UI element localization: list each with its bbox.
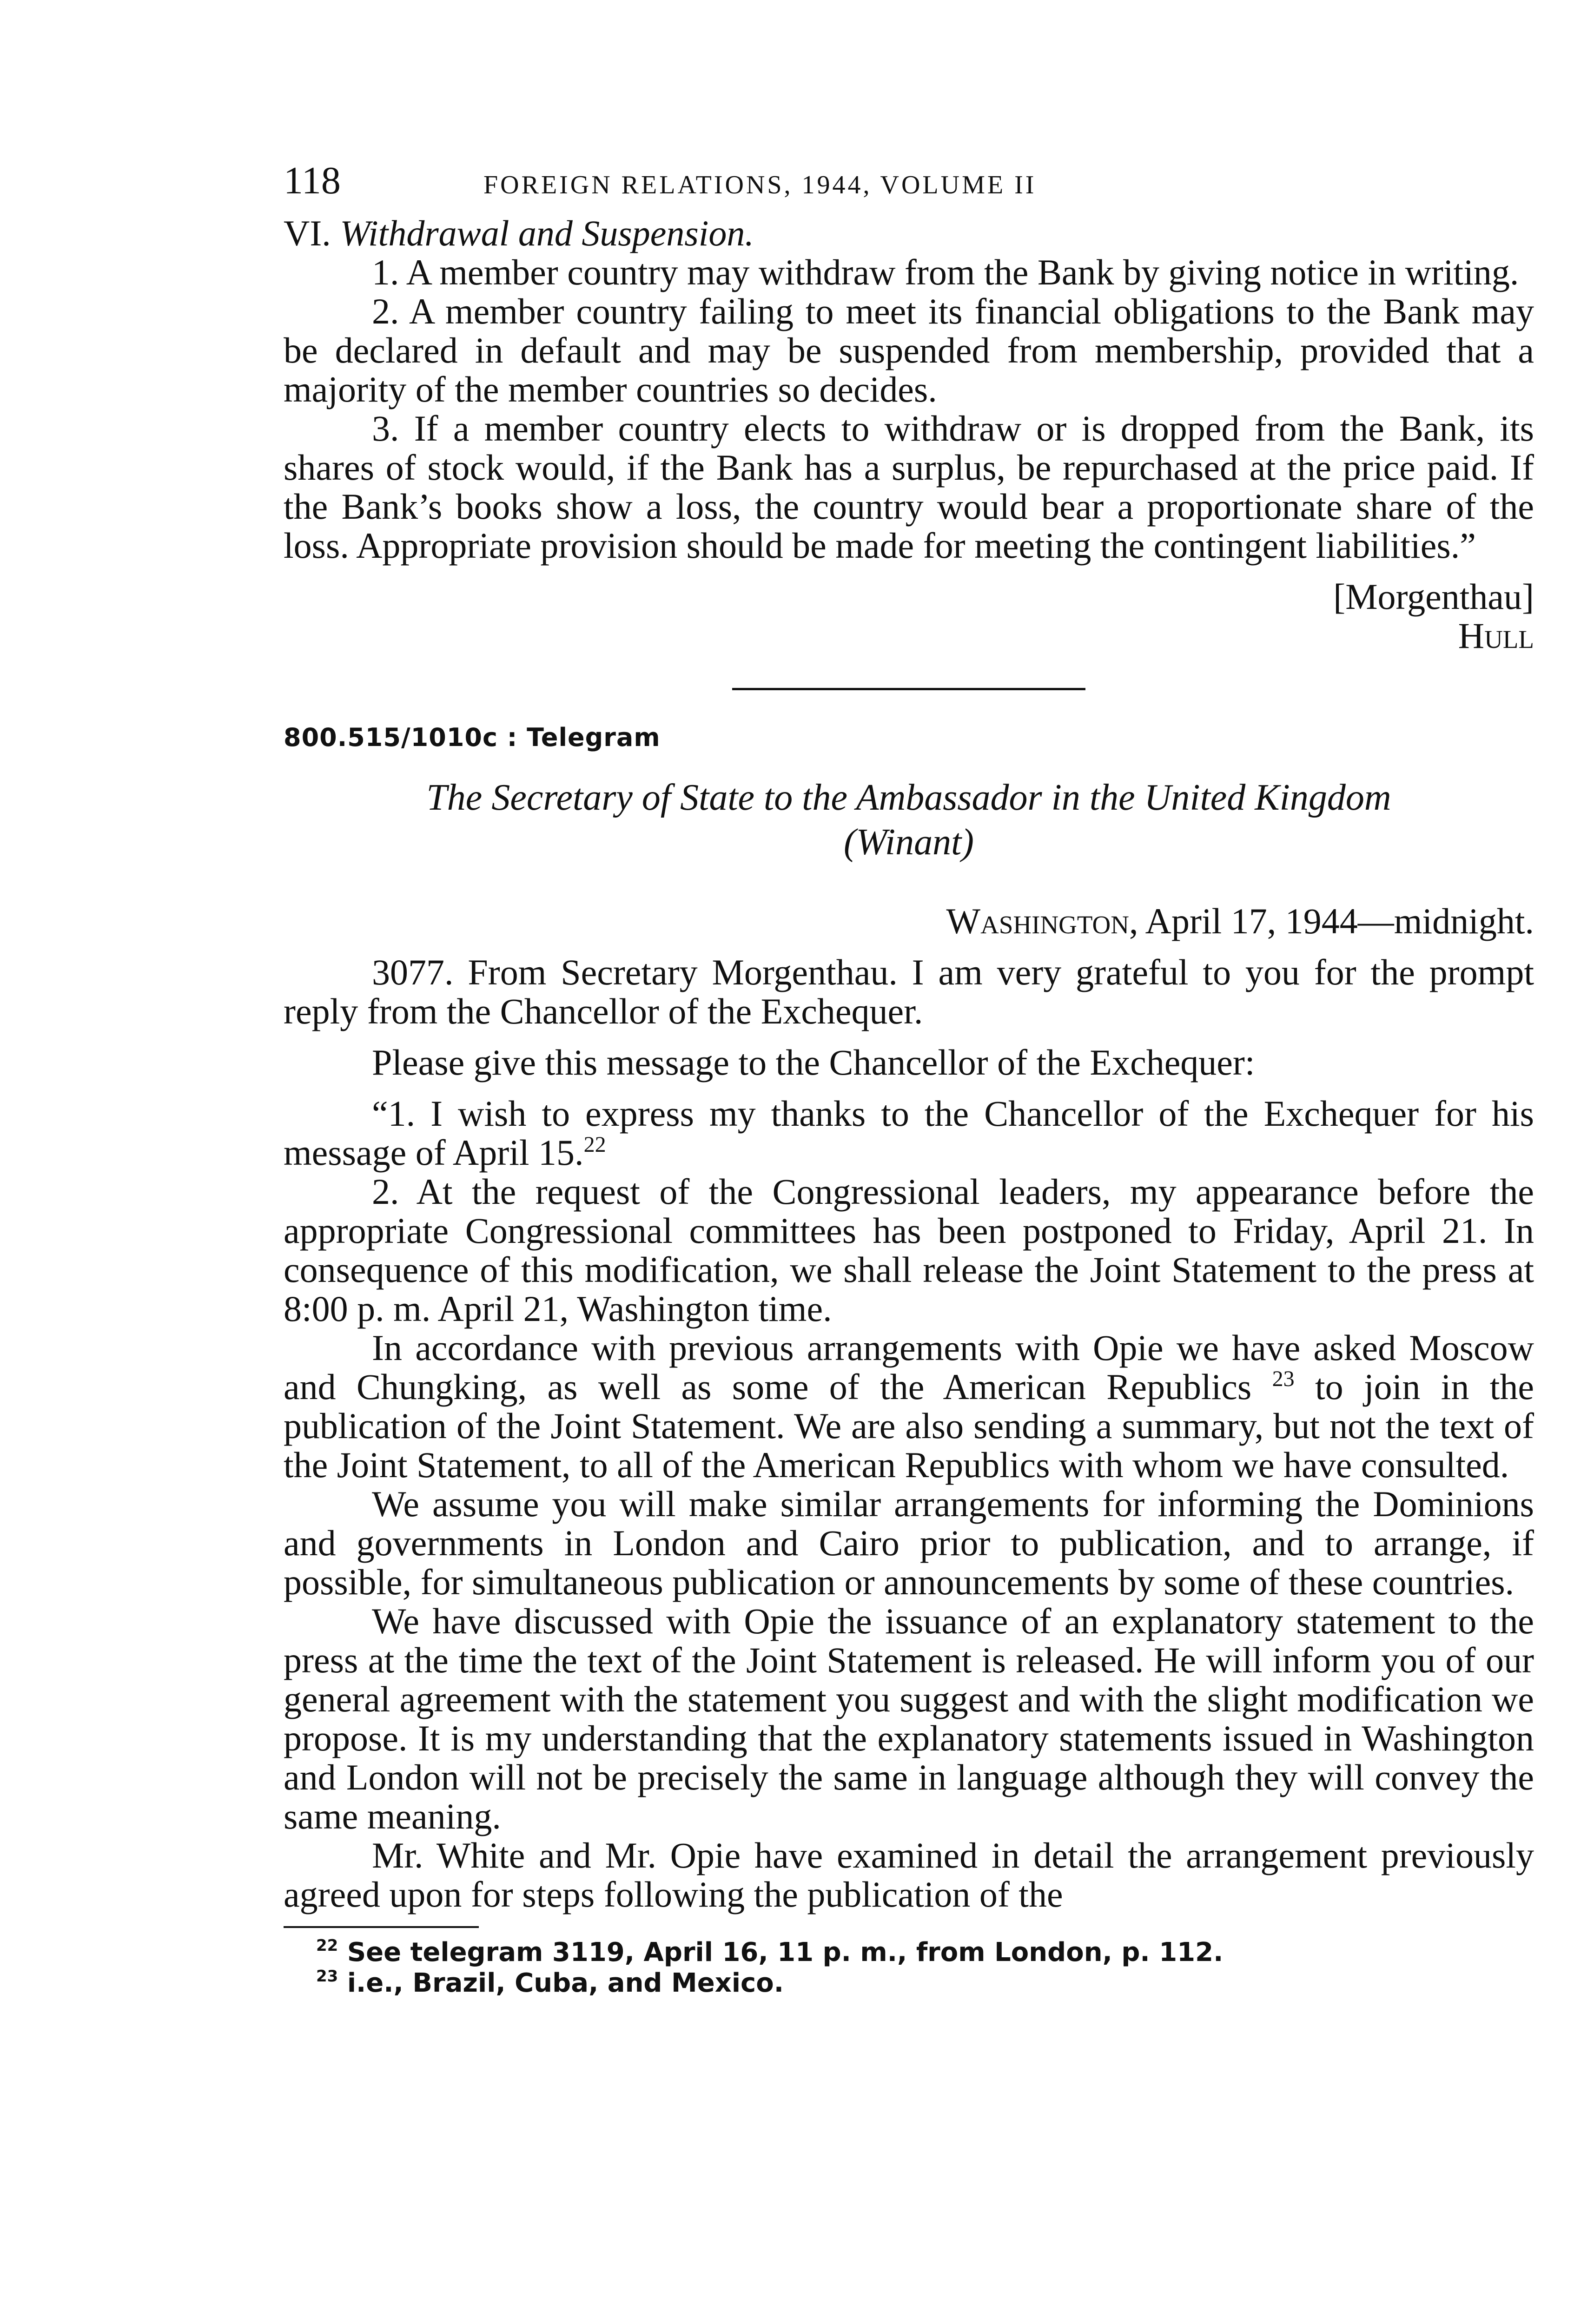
document-page [284,158,1534,1999]
footnote-ref-22: 22 [583,1132,606,1157]
section-divider [732,688,1085,690]
paragraph-3-text: “1. I wish to express my thanks to the Chancellor of the Exchequer for his message of April 15. [284,1093,1534,1173]
signature: Hull [1458,615,1534,656]
paragraph-5-text-b: to join in the publication of the Joint Statement. We are also sending a summary, but not the text of the Joint Statement, to all of the American Republics with whom we have consulted. [284,1367,1534,1485]
paragraph-2: Please give this message to the Chancellor of the Exchequer: [372,1042,1255,1083]
footnote-mark-23: 23 [316,1967,338,1986]
paragraph-1: 3077. From Secretary Morgenthau. I am very grateful to you for the prompt reply from the Chancellor of the Exchequer. [284,952,1534,1031]
section-title: Withdrawal and Suspension. [340,213,754,253]
section-item-3: 3. If a member country elects to withdraw or is dropped from the Bank, its shares of stock would, if the Bank has a surplus, be repurchased at the price paid. If the Bank’s books show a loss, the country would bear a proportionate share of the loss. Appropriate provision should be made for meeting the contingent liabilities.” [284,408,1534,566]
section-heading [284,214,1534,253]
dateline [284,902,1534,941]
paragraph-6: We assume you will make similar arrangements for informing the Dominions and governments in London and Cairo prior to publication, and to arrange, if possible, for simultaneous publication or announcements by some of these countries. [284,1484,1534,1602]
footnote-22 [284,1937,1534,1968]
paragraph-5-text-a: In accordance with previous arrangements with Opie we have asked Moscow and Chungking, as well as some of the American Republics [284,1327,1534,1407]
section-item-1: 1. A member country may withdraw from the Bank by giving notice in writing. [372,252,1519,292]
dateline-date: April 17, 1944—midnight. [1145,901,1534,941]
footnote-divider [284,1926,479,1928]
footnote-23 [284,1968,1534,1999]
dateline-place: Washington, [946,901,1138,941]
paragraph-8: Mr. White and Mr. Opie have examined in detail the arrangement previously agreed upon for steps following the publication of the [284,1835,1534,1915]
paragraph-4: 2. At the request of the Congressional leaders, my appearance before the appropriate Congressional committees has been postponed to Friday, April 21. In consequence of this modification, we shall release the Joint Statement to the press at 8:00 p. m. April 21, Washington time. [284,1171,1534,1329]
footnote-text-22: See telegram 3119, April 16, 11 p. m., from London, p. 112. [347,1937,1223,1967]
section-item-2: 2. A member country failing to meet its financial obligations to the Bank may be declared in default and may be suspended from membership, provided that a majority of the member countries so decides. [284,291,1534,409]
paragraph-5 [284,1328,1534,1485]
document-title-line-1: The Secretary of State to the Ambassador in the United Kingdom [426,777,1391,818]
paragraph-3 [284,1094,1534,1172]
file-number: 800.515/1010c : Telegram [284,723,661,752]
paragraph-7: We have discussed with Opie the issuance of an explanatory statement to the press at the time the text of the Joint Statement is released. He will inform you of our general agreement with the statement you suggest and with the slight modification we propose. It is my understanding that the explanatory statements issued in Washington and London will not be precisely the same in language although they will convey the same meaning. [284,1601,1534,1836]
footnote-mark-22: 22 [316,1936,338,1955]
footnote-text-23: i.e., Brazil, Cuba, and Mexico. [347,1968,784,1998]
document-title-line-2: (Winant) [844,822,974,863]
bracket-signature: [Morgenthau] [1333,576,1534,617]
running-head [284,158,1534,214]
running-title: FOREIGN RELATIONS, 1944, VOLUME II [483,171,1037,199]
page-number: 118 [284,159,341,202]
footnote-ref-23: 23 [1272,1367,1295,1391]
document-title [284,775,1534,865]
section-number: VI. [284,213,331,253]
